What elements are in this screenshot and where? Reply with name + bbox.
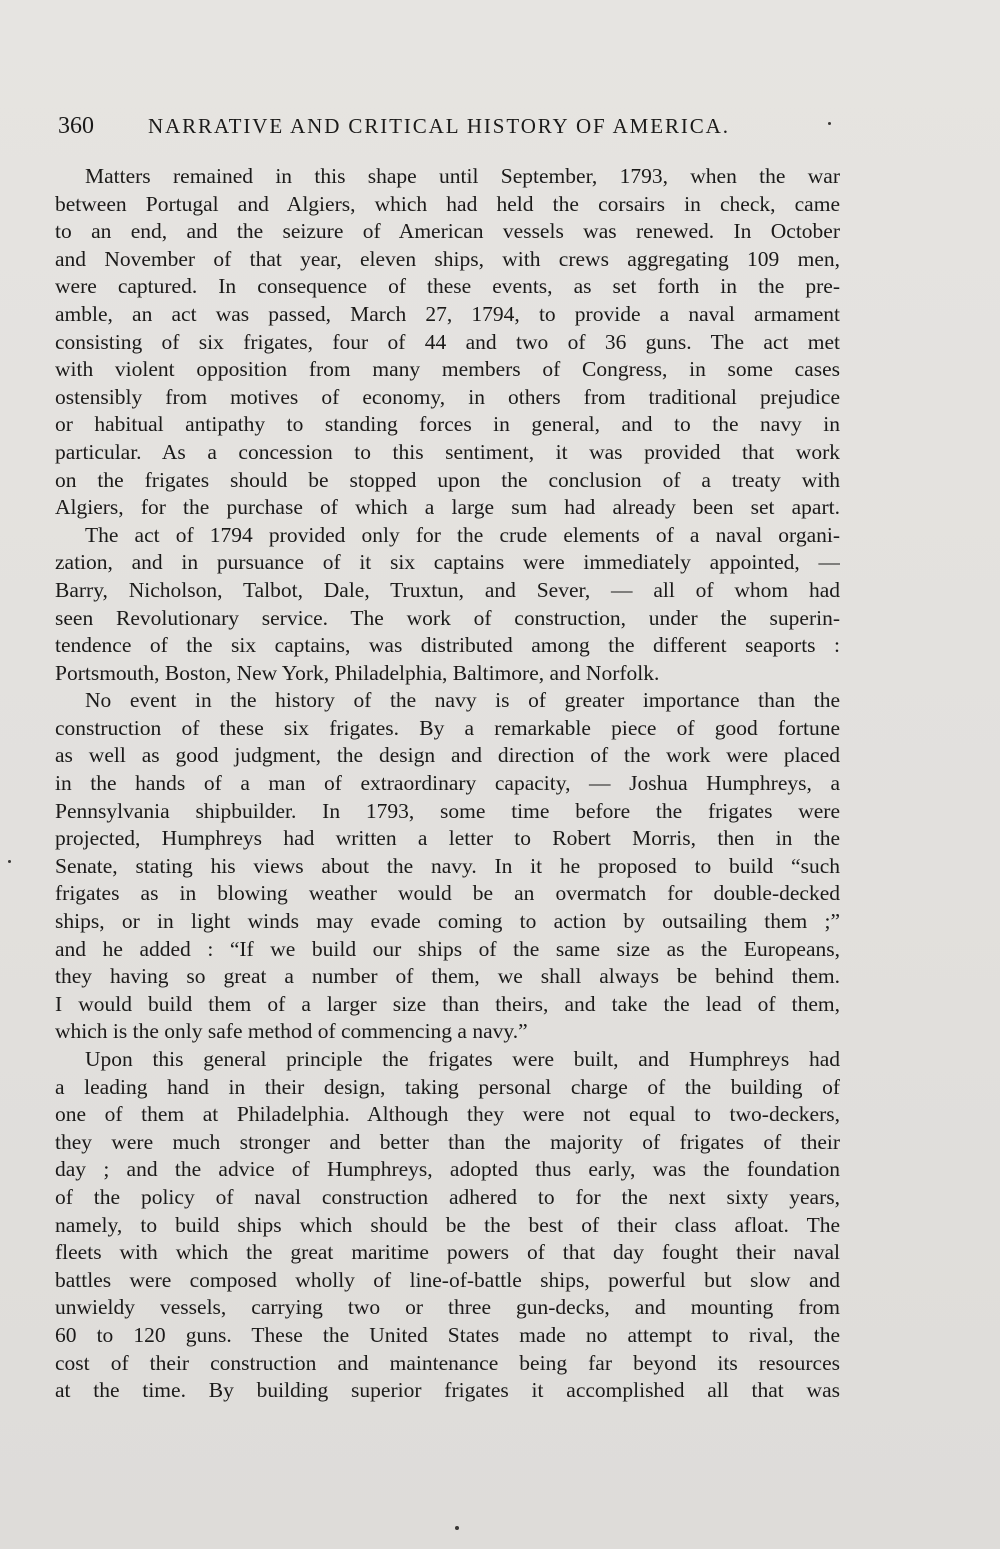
- text-line: construction of these six frigates. By a remarkable piece of good fortune: [55, 715, 840, 740]
- text-line: frigates as in blowing weather would be an overmatch for double-decked: [55, 881, 840, 906]
- running-head-title: NARRATIVE AND CRITICAL HISTORY OF AMERICA.: [148, 114, 730, 138]
- text-line: day ; and the advice of Humphreys, adopted thus early, was the foundation: [55, 1157, 840, 1182]
- page-number: 360: [58, 113, 94, 139]
- text-line: they having so great a number of them, we shall always be behind them.: [55, 964, 840, 989]
- text-line: fleets with which the great maritime powers of that day fought their naval: [55, 1240, 840, 1265]
- text-line: Barry, Nicholson, Talbot, Dale, Truxtun, and Sever, — all of whom had: [55, 577, 840, 602]
- text-line: with violent opposition from many members of Congress, in some cases: [55, 357, 840, 382]
- text-line: Matters remained in this shape until September, 1793, when the war: [85, 164, 840, 188]
- text-line: Pennsylvania shipbuilder. In 1793, some time before the frigates were: [55, 798, 840, 823]
- text-line: tendence of the six captains, was distributed among the different seaports :: [55, 633, 840, 658]
- text-line: were captured. In consequence of these events, as set forth in the pre-: [55, 274, 840, 299]
- ink-speck: [828, 122, 831, 125]
- text-line: Senate, stating his views about the navy. In it he proposed to build “such: [55, 853, 840, 878]
- text-line: ships, or in light winds may evade coming to action by outsailing them ;”: [55, 909, 840, 934]
- text-line: unwieldy vessels, carrying two or three gun-decks, and mounting from: [55, 1295, 840, 1320]
- text-line: 60 to 120 guns. These the United States made no attempt to rival, the: [55, 1322, 840, 1347]
- text-line: ostensibly from motives of economy, in others from traditional prejudice: [55, 384, 840, 409]
- text-line: at the time. By building superior frigates it accomplished all that was: [55, 1378, 840, 1403]
- text-line: of the policy of naval construction adhered to for the next sixty years,: [55, 1184, 840, 1209]
- text-line: Algiers, for the purchase of which a large sum had already been set apart.: [55, 495, 840, 520]
- text-line: Upon this general principle the frigates were built, and Humphreys had: [85, 1047, 840, 1071]
- text-line: consisting of six frigates, four of 44 and two of 36 guns. The act met: [55, 329, 840, 354]
- ink-speck: [8, 860, 11, 863]
- body-text: [55, 163, 840, 1405]
- text-line: between Portugal and Algiers, which had held the corsairs in check, came: [55, 191, 840, 216]
- text-line: to an end, and the seizure of American vessels was renewed. In October: [55, 219, 840, 244]
- text-line: particular. As a concession to this sentiment, it was provided that work: [55, 439, 840, 464]
- text-line: No event in the history of the navy is of greater importance than the: [85, 688, 840, 713]
- text-line: or habitual antipathy to standing forces in general, and to the navy in: [55, 412, 840, 437]
- text-line: and he added : “If we build our ships of the same size as the Europeans,: [55, 936, 840, 961]
- text-line: amble, an act was passed, March 27, 1794, to provide a naval armament: [55, 301, 840, 326]
- text-line: a leading hand in their design, taking personal charge of the building of: [55, 1074, 840, 1099]
- text-line: and November of that year, eleven ships, with crews aggregating 109 men,: [55, 246, 840, 271]
- text-line: which is the only safe method of commencing a navy.”: [55, 1019, 528, 1044]
- text-line: they were much stronger and better than the majority of frigates of their: [55, 1129, 840, 1154]
- text-line: seen Revolutionary service. The work of construction, under the superin-: [55, 605, 840, 630]
- text-line: The act of 1794 provided only for the crude elements of a naval organi-: [85, 522, 840, 547]
- text-line: projected, Humphreys had written a letter to Robert Morris, then in the: [55, 826, 840, 851]
- ink-speck: [455, 1526, 459, 1530]
- text-line: cost of their construction and maintenance being far beyond its resources: [55, 1350, 840, 1375]
- text-line: Portsmouth, Boston, New York, Philadelphia, Baltimore, and Norfolk.: [55, 660, 660, 685]
- text-line: I would build them of a larger size than theirs, and take the lead of them,: [55, 991, 840, 1016]
- text-line: as well as good judgment, the design and direction of the work were placed: [55, 743, 840, 768]
- text-line: namely, to build ships which should be the best of their class afloat. The: [55, 1212, 840, 1237]
- text-line: battles were composed wholly of line-of-battle ships, powerful but slow and: [55, 1267, 840, 1292]
- running-head: [58, 113, 838, 145]
- text-line: on the frigates should be stopped upon the conclusion of a treaty with: [55, 467, 840, 492]
- text-line: one of them at Philadelphia. Although they were not equal to two-deckers,: [55, 1102, 840, 1127]
- text-line: zation, and in pursuance of it six captains were immediately appointed, —: [55, 550, 840, 575]
- text-line: in the hands of a man of extraordinary capacity, — Joshua Humphreys, a: [55, 771, 840, 796]
